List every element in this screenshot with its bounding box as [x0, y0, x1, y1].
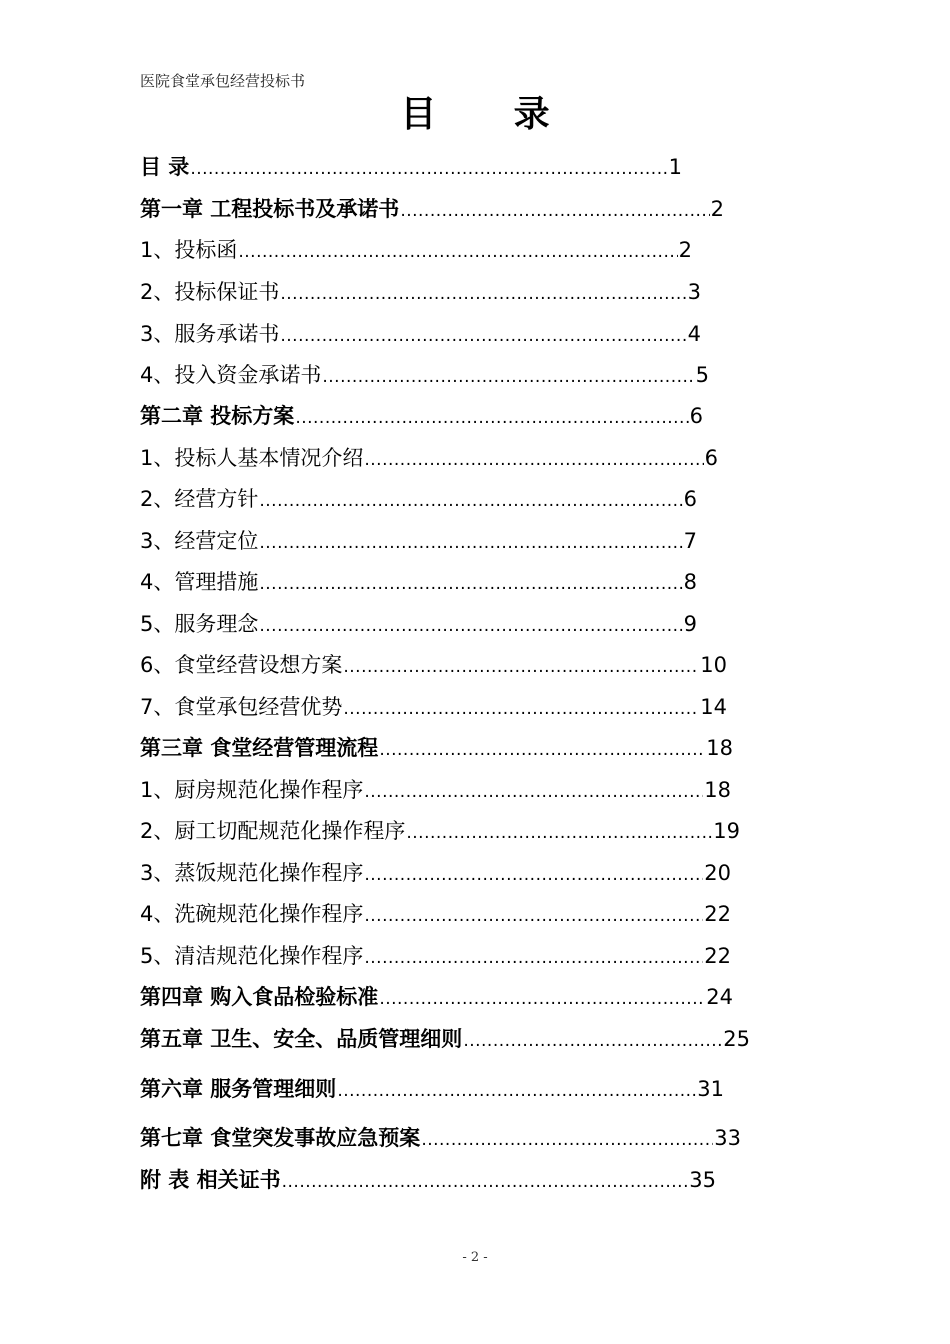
toc-entry-page-number: 24 [706, 985, 733, 1009]
toc-section-entry[interactable] [140, 360, 709, 390]
toc-dot-leader [259, 486, 682, 514]
toc-dot-leader [406, 818, 712, 846]
toc-section-entry[interactable] [140, 858, 731, 888]
toc-entry-page-number: 9 [683, 612, 697, 636]
toc-entry-label: 第五章 卫生、安全、品质管理细则 [140, 1027, 463, 1051]
toc-dot-leader [400, 196, 709, 224]
toc-dot-leader [259, 611, 682, 639]
toc-dot-leader [379, 984, 705, 1012]
page-title: 目 录 [400, 94, 583, 135]
toc-dot-leader [343, 652, 699, 680]
toc-section-entry[interactable] [140, 484, 697, 514]
toc-entry-label: 附 表 相关证书 [140, 1168, 281, 1192]
toc-entry-label: 第七章 食堂突发事故应急预案 [140, 1126, 421, 1150]
toc-entry-page-number: 31 [697, 1077, 724, 1101]
toc-chapter-entry[interactable] [140, 982, 733, 1012]
toc-section-entry[interactable] [140, 941, 731, 971]
toc-section-entry[interactable] [140, 692, 727, 722]
toc-dot-leader [280, 321, 686, 349]
toc-entry-page-number: 3 [687, 280, 701, 304]
toc-dot-leader [238, 237, 677, 265]
toc-dot-leader [379, 735, 705, 763]
toc-entry-page-number: 1 [668, 155, 682, 179]
toc-entry-label: 2、投标保证书 [140, 280, 280, 304]
toc-entry-page-number: 10 [700, 653, 727, 677]
toc-dot-leader [364, 777, 703, 805]
toc-entry-label: 3、经营定位 [140, 529, 259, 553]
toc-dot-leader [463, 1026, 722, 1054]
toc-entry-label: 第三章 食堂经营管理流程 [140, 736, 379, 760]
toc-entry-page-number: 19 [713, 819, 740, 843]
toc-section-entry[interactable] [140, 775, 731, 805]
toc-entry-label: 4、投入资金承诺书 [140, 363, 322, 387]
toc-entry-page-number: 6 [704, 446, 718, 470]
toc-section-entry[interactable] [140, 650, 727, 680]
toc-entry-label: 5、服务理念 [140, 612, 259, 636]
toc-entry-page-number: 25 [723, 1027, 750, 1051]
toc-entry-page-number: 6 [689, 404, 703, 428]
toc-entry-label: 1、厨房规范化操作程序 [140, 778, 364, 802]
toc-chapter-entry[interactable] [140, 1123, 741, 1153]
toc-entry-page-number: 14 [700, 695, 727, 719]
toc-entry-label: 1、投标函 [140, 238, 238, 262]
toc-entry-label: 目 录 [140, 155, 190, 179]
toc-entry-page-number: 18 [706, 736, 733, 760]
toc-entry-label: 第四章 购入食品检验标准 [140, 985, 379, 1009]
toc-chapter-entry[interactable] [140, 1165, 716, 1195]
toc-dot-leader [337, 1076, 696, 1104]
toc-section-entry[interactable] [140, 567, 697, 597]
document-header: 医院食堂承包经营投标书 [140, 72, 306, 90]
toc-chapter-entry[interactable] [140, 1024, 750, 1054]
toc-entry-label: 3、服务承诺书 [140, 322, 280, 346]
toc-entry-page-number: 18 [704, 778, 731, 802]
toc-entry-label: 第二章 投标方案 [140, 404, 295, 428]
toc-section-entry[interactable] [140, 609, 697, 639]
toc-section-entry[interactable] [140, 526, 697, 556]
toc-dot-leader [259, 569, 682, 597]
toc-entry-label: 3、蒸饭规范化操作程序 [140, 861, 364, 885]
toc-entry-page-number: 8 [683, 570, 697, 594]
toc-dot-leader [280, 279, 686, 307]
toc-chapter-entry[interactable] [140, 1074, 724, 1104]
toc-dot-leader [295, 403, 688, 431]
toc-dot-leader [190, 154, 667, 182]
toc-section-entry[interactable] [140, 816, 740, 846]
toc-section-entry[interactable] [140, 443, 718, 473]
toc-dot-leader [364, 445, 703, 473]
toc-dot-leader [343, 694, 699, 722]
toc-entry-page-number: 7 [683, 529, 697, 553]
toc-entry-page-number: 35 [689, 1168, 716, 1192]
toc-entry-label: 5、清洁规范化操作程序 [140, 944, 364, 968]
toc-entry-page-number: 2 [710, 197, 724, 221]
toc-dot-leader [259, 528, 682, 556]
toc-dot-leader [421, 1125, 713, 1153]
toc-chapter-entry[interactable] [140, 152, 682, 182]
toc-entry-page-number: 5 [695, 363, 709, 387]
toc-entry-label: 4、洗碗规范化操作程序 [140, 902, 364, 926]
toc-entry-label: 7、食堂承包经营优势 [140, 695, 343, 719]
toc-dot-leader [322, 362, 694, 390]
toc-entry-label: 第一章 工程投标书及承诺书 [140, 197, 400, 221]
page-number: - 2 - [462, 1250, 488, 1265]
toc-entry-label: 6、食堂经营设想方案 [140, 653, 343, 677]
toc-entry-page-number: 33 [714, 1126, 741, 1150]
toc-dot-leader [364, 943, 703, 971]
toc-dot-leader [364, 860, 703, 888]
toc-entry-label: 4、管理措施 [140, 570, 259, 594]
toc-dot-leader [364, 901, 703, 929]
toc-entry-label: 1、投标人基本情况介绍 [140, 446, 364, 470]
toc-entry-page-number: 4 [687, 322, 701, 346]
toc-chapter-entry[interactable] [140, 401, 703, 431]
toc-section-entry[interactable] [140, 277, 701, 307]
toc-entry-page-number: 20 [704, 861, 731, 885]
toc-entry-label: 2、经营方针 [140, 487, 259, 511]
toc-section-entry[interactable] [140, 235, 692, 265]
toc-section-entry[interactable] [140, 899, 731, 929]
toc-section-entry[interactable] [140, 319, 701, 349]
toc-entry-label: 2、厨工切配规范化操作程序 [140, 819, 406, 843]
toc-chapter-entry[interactable] [140, 194, 724, 224]
toc-entry-page-number: 2 [678, 238, 692, 262]
toc-chapter-entry[interactable] [140, 733, 733, 763]
toc-entry-page-number: 6 [683, 487, 697, 511]
toc-entry-page-number: 22 [704, 902, 731, 926]
toc-dot-leader [282, 1167, 689, 1195]
toc-entry-page-number: 22 [704, 944, 731, 968]
toc-entry-label: 第六章 服务管理细则 [140, 1077, 337, 1101]
